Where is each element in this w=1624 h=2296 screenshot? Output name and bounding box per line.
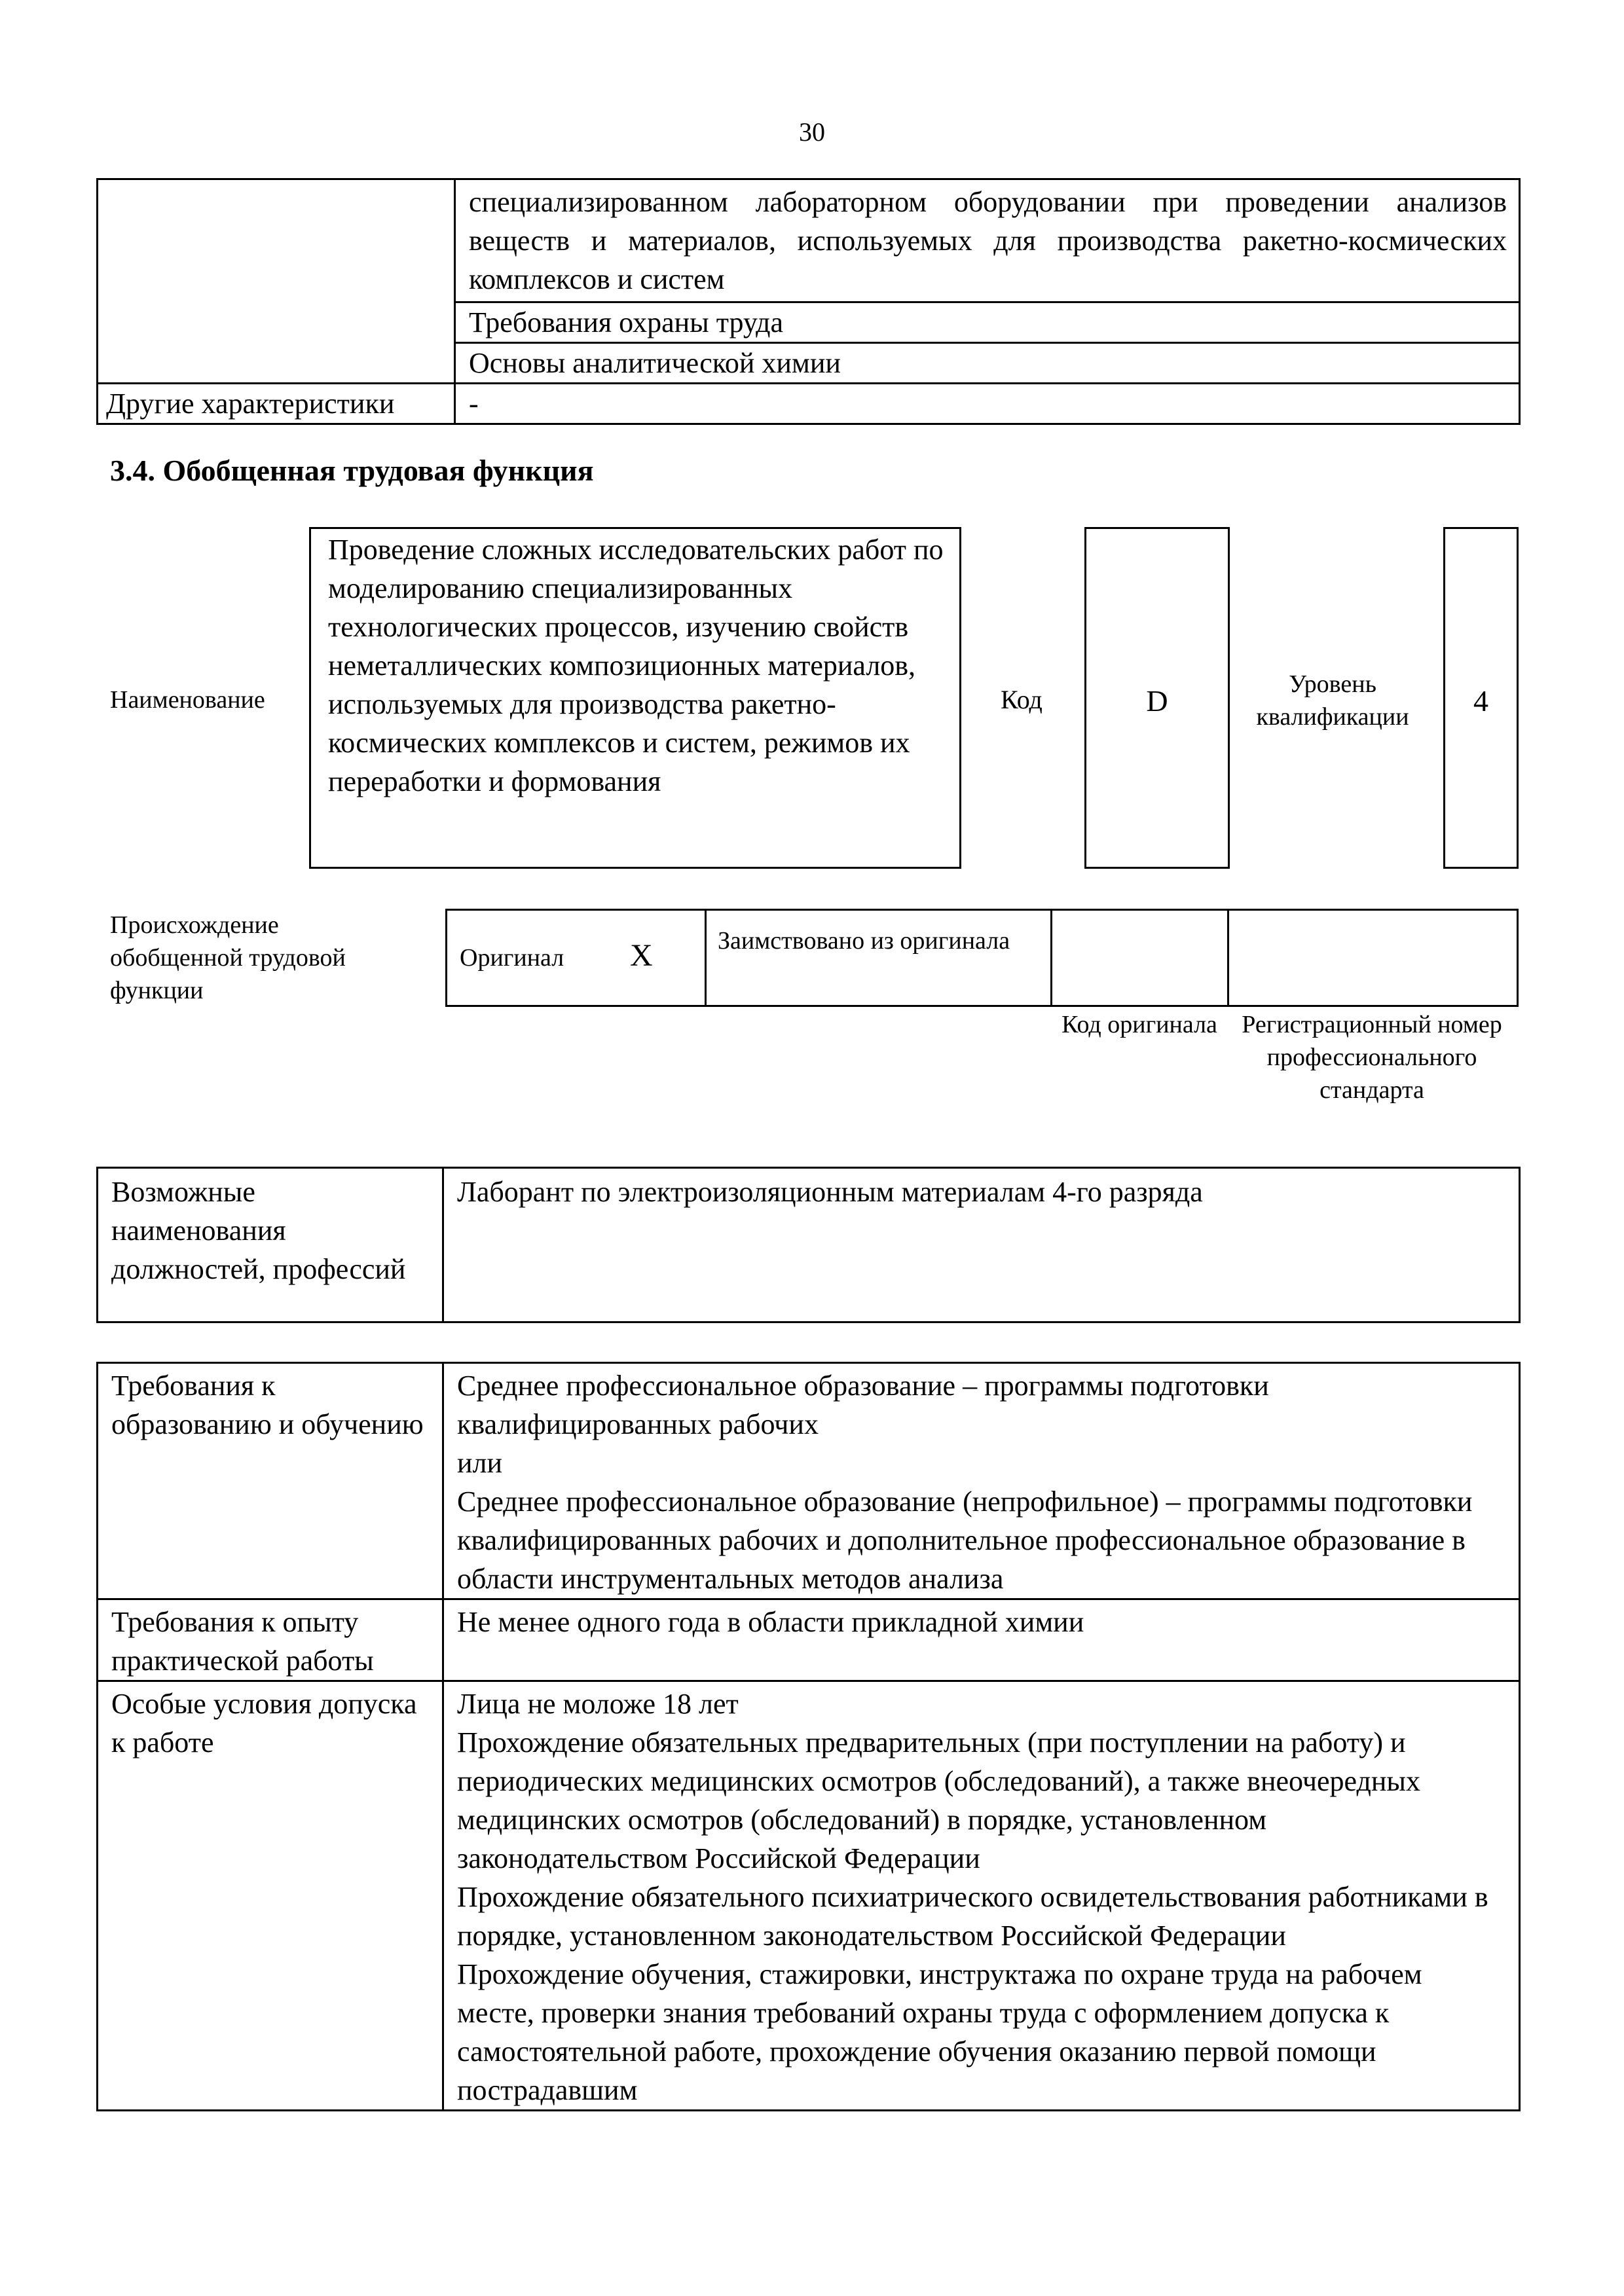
positions-label-cell (98, 1168, 443, 1322)
other-characteristics-label-cell (98, 384, 455, 424)
origin-label: Происхождение обобщенной трудовой функции (110, 911, 346, 1004)
code-value-box (1084, 527, 1230, 869)
positions-value: Лаборант по электроизоляционным материалам 4-го разряда (457, 1176, 1203, 1208)
positions-label: Возможные наименования должностей, профессий (111, 1176, 406, 1285)
knowledge-item-3 (455, 343, 1520, 384)
experience-value-cell (443, 1599, 1520, 1681)
knowledge-item-2 (455, 302, 1520, 343)
borrowed-label: Заимствовано из оригинала (718, 927, 1010, 955)
origin-divider-1 (705, 909, 707, 1007)
education-value-cell (443, 1363, 1520, 1599)
name-value-box (309, 527, 961, 869)
experience-label: Требования к опыту практической работы (111, 1606, 374, 1677)
other-characteristics-value-cell (455, 384, 1520, 424)
education-line: Среднее профессиональное образование – программы подготовки квалифицированных рабочих (457, 1370, 1269, 1440)
code-original-caption: Код оригинала (1061, 1011, 1217, 1038)
conditions-line: Прохождение обязательного психиатрического освидетельствования работниками в порядке, установленном законодательством Российской Федерации (457, 1881, 1488, 1952)
origin-divider-2 (1050, 909, 1052, 1007)
conditions-line: Прохождение обязательных предварительных (при поступлении на работу) и периодических медицинских осмотров (обследований), а также внеочередных медицинских осмотров (обследований) в порядке, установленном законодательством Российской Федерации (457, 1726, 1420, 1874)
original-label: Оригинал (460, 944, 564, 972)
knowledge-item-1 (455, 179, 1520, 302)
level-label: Уровень квалификации (1256, 670, 1409, 731)
level-value: 4 (1473, 684, 1488, 718)
conditions-line: Прохождение обучения, стажировки, инструктажа по охране труда на рабочем месте, проверки знания требований охраны труда с оформлением допуска к самостоятельной работе, прохождение обучения оказанию первой помощи пострадавшим (457, 1958, 1422, 2106)
other-characteristics-label: Другие характеристики (106, 388, 395, 420)
knowledge-item-1-text: специализированном лабораторном оборудовании при проведении анализов веществ и материалов, используемых для производства ракетно-космических комплексов и систем (469, 186, 1507, 295)
positions-table (96, 1167, 1521, 1323)
knowledge-item-2-text: Требования охраны труда (469, 306, 784, 338)
section-heading: 3.4. Обобщенная трудовая функция (110, 454, 594, 487)
top-table (96, 178, 1521, 425)
name-value: Проведение сложных исследовательских работ по моделированию специализированных технологических процессов, изучению свойств неметаллических композиционных материалов, используемых для производства ракетно-космических комплексов и систем, режимов их переработки и формования (328, 534, 944, 797)
conditions-value-cell (443, 1681, 1520, 2111)
origin-divider-3 (1227, 909, 1229, 1007)
education-label: Требования к образованию и обучению (111, 1370, 424, 1440)
conditions-label: Особые условия допуска к работе (111, 1688, 417, 1758)
positions-value-cell (443, 1168, 1520, 1322)
code-value: D (1146, 684, 1168, 718)
knowledge-item-3-text: Основы аналитической химии (469, 347, 841, 379)
conditions-line: Лица не моложе 18 лет (457, 1688, 739, 1720)
page-number: 30 (799, 117, 825, 147)
original-mark: X (630, 938, 653, 973)
requirements-table (96, 1362, 1521, 2111)
conditions-label-cell (98, 1681, 443, 2111)
name-label: Наименование (110, 686, 265, 714)
education-line: Среднее профессиональное образование (непрофильное) – программы подготовки квалифицированных рабочих и дополнительное профессиональное образование в области инструментальных методов анализа (457, 1485, 1473, 1595)
code-label: Код (1001, 685, 1043, 714)
education-label-cell (98, 1363, 443, 1599)
level-value-box (1443, 527, 1519, 869)
experience-label-cell (98, 1599, 443, 1681)
education-line: или (457, 1447, 503, 1479)
top-table-left-empty (98, 179, 455, 384)
reg-number-caption: Регистрационный номер профессионального стандарта (1242, 1011, 1502, 1104)
experience-value: Не менее одного года в области прикладной химии (457, 1606, 1084, 1638)
origin-table (445, 909, 1519, 1007)
other-characteristics-value: - (469, 388, 479, 420)
